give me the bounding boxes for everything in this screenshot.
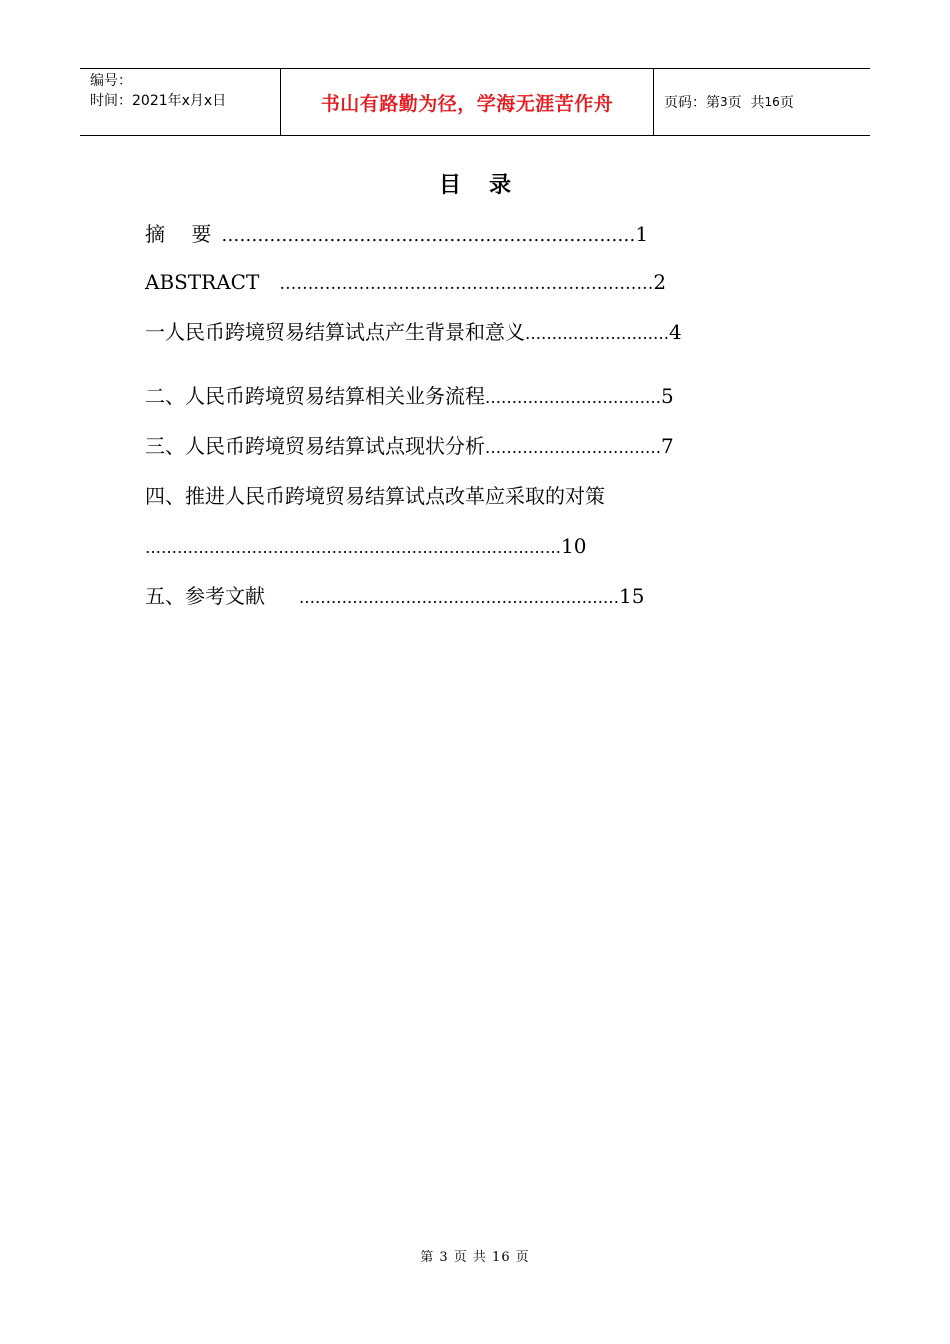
toc-entry-label: 五、参考文献 xyxy=(145,584,265,608)
toc-entry-label: 二、人民币跨境贸易结算相关业务流程 xyxy=(145,384,485,408)
toc-entry-leader: …………………………………………………… xyxy=(299,588,619,607)
page-code-total: 16 xyxy=(764,95,780,109)
toc-entry-page: 7 xyxy=(661,434,674,458)
document-number-label: 编号： xyxy=(90,73,132,89)
toc-entry[interactable] xyxy=(145,482,605,562)
toc-entry-page: 5 xyxy=(661,384,674,408)
header-motto: 书山有路勤为径，学海无涯苦作舟 xyxy=(320,92,614,115)
toc-entry[interactable] xyxy=(145,318,682,348)
toc-entry[interactable] xyxy=(145,432,674,462)
page-header xyxy=(80,68,870,136)
toc-entry-leader: …………………………… xyxy=(485,438,661,457)
toc-entry-page: 2 xyxy=(653,270,667,294)
toc-entry[interactable] xyxy=(145,582,644,612)
page-code-current: 3 xyxy=(720,95,728,109)
toc-entry-label: ABSTRACT xyxy=(145,270,260,294)
document-date: 时间：2021年x月x日 xyxy=(90,93,227,109)
toc-entry-page: 10 xyxy=(561,534,587,558)
page-code-middle: 页 共 xyxy=(727,95,765,111)
toc-entry[interactable] xyxy=(145,220,648,250)
toc-entry-leader: …………………………………………………………………… xyxy=(145,538,561,557)
toc-entry-page: 4 xyxy=(669,320,682,344)
toc-entry[interactable] xyxy=(145,268,666,298)
toc-entry-label: 四、推进人民币跨境贸易结算试点改革应采取的对策 xyxy=(145,484,605,508)
header-meta-cell xyxy=(80,69,281,135)
toc-title: 目录 xyxy=(438,173,539,198)
header-motto-cell xyxy=(281,69,654,135)
toc-entry-leader: …………………………………………………………… xyxy=(221,225,636,246)
page-code-prefix: 页码：第 xyxy=(664,95,720,111)
header-page-code xyxy=(654,69,870,135)
toc-entry-label: 摘 要 xyxy=(145,222,222,246)
toc-entry-page: 15 xyxy=(619,584,645,608)
toc-entry-leader: ……………………… xyxy=(525,324,669,343)
page-code-suffix: 页 xyxy=(779,95,794,111)
toc-entry-leader: …………………………… xyxy=(485,388,661,407)
toc-entry-label: 三、人民币跨境贸易结算试点现状分析 xyxy=(145,434,485,458)
toc-entry-leader: ………………………………………………………… xyxy=(279,274,654,294)
toc-entry[interactable] xyxy=(145,382,674,412)
toc-entry-page: 1 xyxy=(635,222,649,246)
page-footer: 第 3 页 共 16 页 xyxy=(420,1250,530,1265)
toc-entry-label: 一人民币跨境贸易结算试点产生背景和意义 xyxy=(145,320,525,344)
